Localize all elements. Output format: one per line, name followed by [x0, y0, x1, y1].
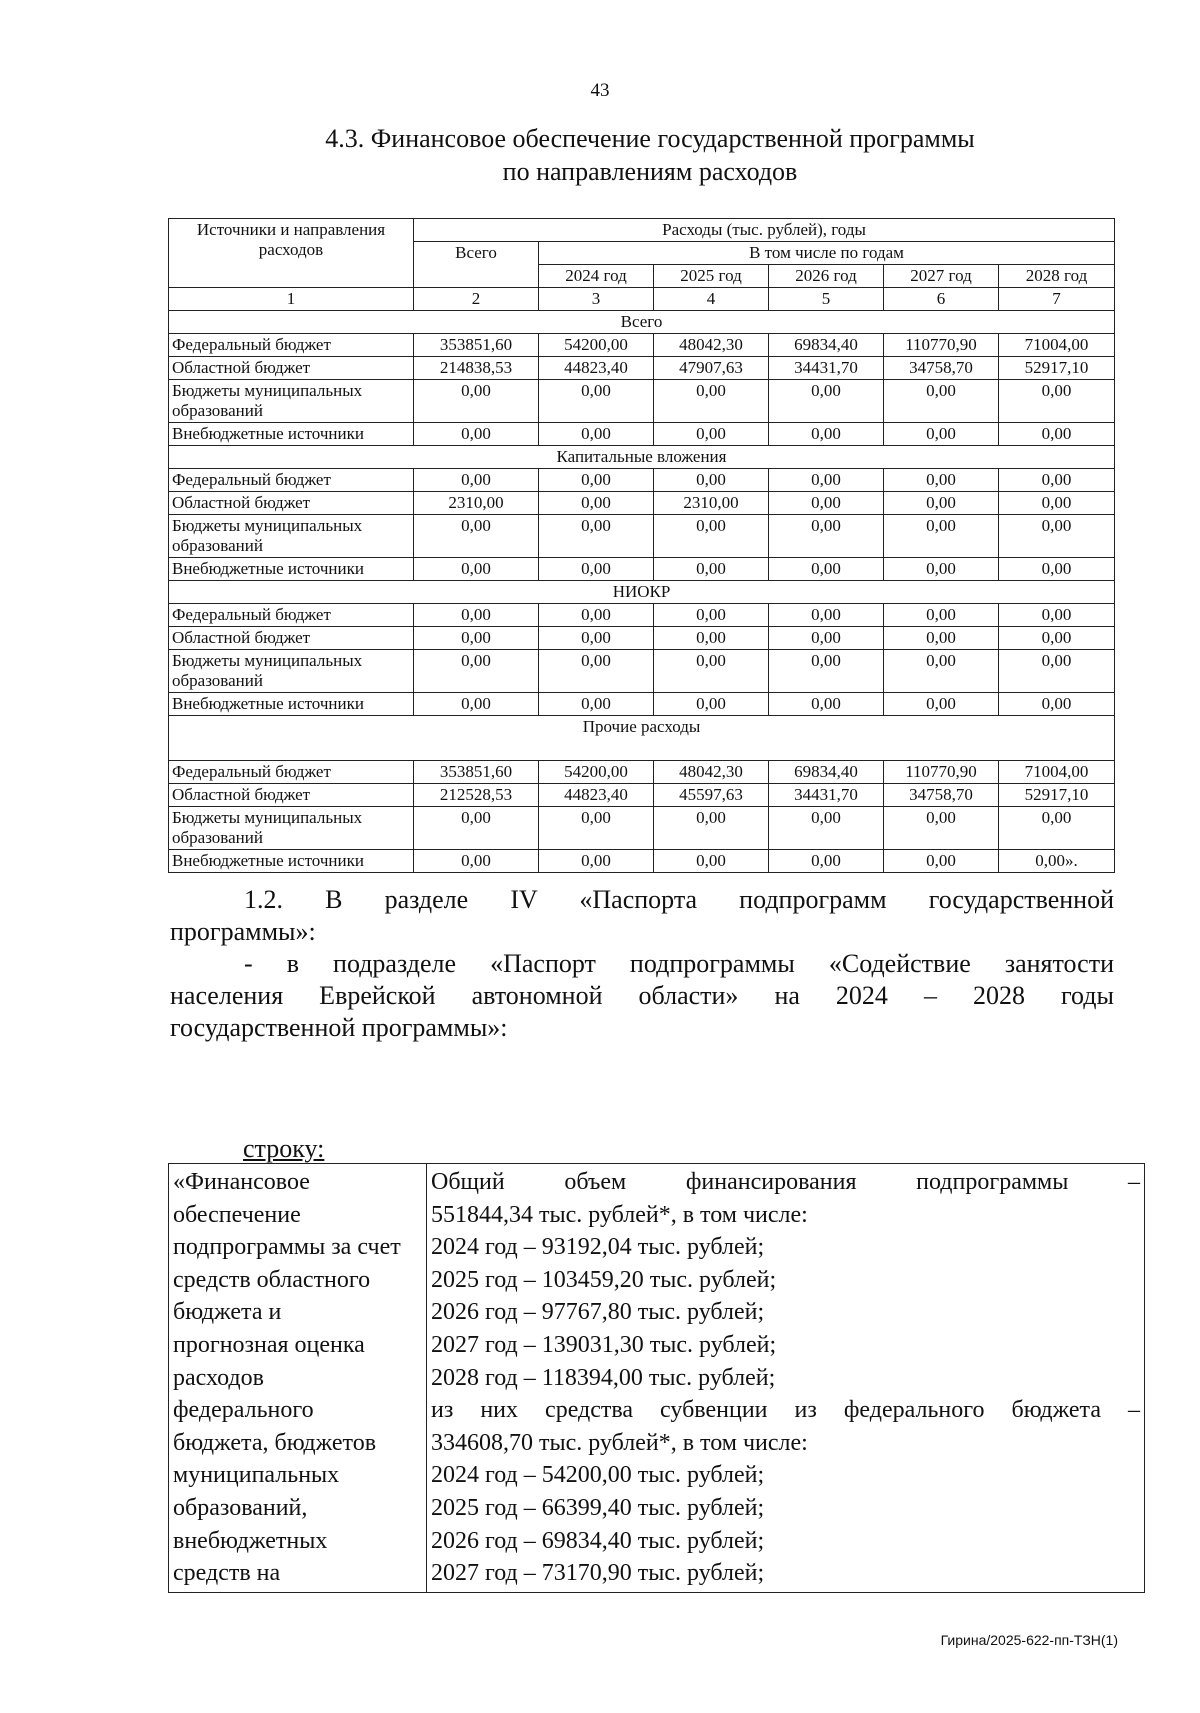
cell-value: 0,00	[539, 515, 654, 558]
cell-value: 34431,70	[769, 357, 884, 380]
column-number: 4	[654, 288, 769, 311]
cell-value: 45597,63	[654, 784, 769, 807]
cell-value: 0,00	[884, 515, 999, 558]
section-title: НИОКР	[169, 581, 1115, 604]
column-number: 5	[769, 288, 884, 311]
table-row	[169, 558, 1115, 581]
row-label: Бюджеты муниципальных образований	[169, 380, 414, 423]
cell-value: 0,00	[414, 558, 539, 581]
cell-value: 71004,00	[999, 761, 1115, 784]
cell-value: 54200,00	[539, 761, 654, 784]
cell-value: 212528,53	[414, 784, 539, 807]
cell-value: 0,00	[999, 469, 1115, 492]
header-total: Всего	[414, 242, 539, 288]
passport-right-line: 2027 год – 139031,30 тыс. рублей;	[431, 1331, 777, 1358]
footer-reference: Гирина/2025-622-пп-ТЗН(1)	[940, 1632, 1118, 1648]
section-title: Прочие расходы	[169, 716, 1115, 761]
cell-value: 0,00	[539, 604, 654, 627]
cell-value: 0,00	[769, 492, 884, 515]
table-row	[169, 761, 1115, 784]
column-number: 6	[884, 288, 999, 311]
header-sources: Источники и направления расходов	[169, 219, 414, 288]
row-label: Областной бюджет	[169, 492, 414, 515]
cell-value: 48042,30	[654, 334, 769, 357]
cell-value: 48042,30	[654, 761, 769, 784]
table-row	[169, 627, 1115, 650]
passport-left-line: прогнозная оценка	[173, 1331, 365, 1358]
cell-value: 0,00	[414, 650, 539, 693]
header-year: 2028 год	[999, 265, 1115, 288]
cell-value: 0,00	[884, 469, 999, 492]
cell-value: 0,00	[769, 693, 884, 716]
passport-right-cell	[427, 1164, 1145, 1593]
cell-value: 44823,40	[539, 784, 654, 807]
passport-left-line: образований,	[173, 1494, 308, 1521]
row-label: Федеральный бюджет	[169, 334, 414, 357]
paragraph-line: программы»:	[170, 917, 316, 946]
cell-value: 0,00	[654, 423, 769, 446]
passport-left-line: средств областного	[173, 1266, 371, 1293]
paragraph-line: государственной программы»:	[170, 1013, 508, 1042]
passport-right-line: из них средства субвенции из федерального бюджета –	[431, 1397, 1140, 1424]
section-title: Всего	[169, 311, 1115, 334]
passport-right-line: 2027 год – 73170,90 тыс. рублей;	[431, 1560, 765, 1587]
passport-left-line: муниципальных	[173, 1462, 340, 1489]
cell-value: 54200,00	[539, 334, 654, 357]
passport-left-cell	[169, 1164, 427, 1593]
section-header-row	[169, 716, 1115, 761]
cell-value: 0,00	[539, 807, 654, 850]
column-number: 2	[414, 288, 539, 311]
paragraph-line: - в подразделе «Паспорт подпрограммы «Содействие занятости	[244, 949, 1114, 978]
cell-value: 0,00	[414, 627, 539, 650]
cell-value: 0,00	[654, 558, 769, 581]
cell-value: 0,00	[654, 627, 769, 650]
cell-value: 0,00	[884, 627, 999, 650]
cell-value: 0,00	[654, 604, 769, 627]
section-header-row	[169, 581, 1115, 604]
cell-value: 0,00	[769, 807, 884, 850]
header-year: 2026 год	[769, 265, 884, 288]
cell-value: 0,00	[654, 469, 769, 492]
passport-right-line: 2025 год – 66399,40 тыс. рублей;	[431, 1494, 765, 1521]
table-row	[169, 807, 1115, 850]
financing-table-body	[169, 311, 1115, 873]
row-label: Бюджеты муниципальных образований	[169, 515, 414, 558]
passport-right-line: 334608,70 тыс. рублей*, в том числе:	[431, 1429, 808, 1456]
paragraph-line: 1.2. В разделе IV «Паспорта подпрограмм государственной	[244, 885, 1114, 914]
passport-table	[168, 1163, 1145, 1593]
paragraph-section-iv	[170, 884, 1114, 948]
passport-right-line: 2026 год – 97767,80 тыс. рублей;	[431, 1299, 765, 1326]
passport-right-line: 551844,34 тыс. рублей*, в том числе:	[431, 1201, 808, 1228]
section-title-line: 4.3. Финансовое обеспечение государственной программы	[325, 124, 975, 153]
cell-value: 0,00	[414, 807, 539, 850]
cell-value: 0,00	[884, 693, 999, 716]
section-title: Капитальные вложения	[169, 446, 1115, 469]
header-year: 2024 год	[539, 265, 654, 288]
table-row	[169, 380, 1115, 423]
cell-value: 0,00	[539, 492, 654, 515]
cell-value: 0,00	[539, 627, 654, 650]
passport-right-line: 2024 год – 54200,00 тыс. рублей;	[431, 1462, 765, 1489]
passport-left-line: бюджета, бюджетов	[173, 1429, 377, 1456]
cell-value: 0,00	[769, 380, 884, 423]
cell-value: 71004,00	[999, 334, 1115, 357]
passport-left-line: средств на	[173, 1560, 281, 1587]
cell-value: 0,00	[884, 558, 999, 581]
cell-value: 0,00».	[999, 850, 1115, 873]
row-label: Бюджеты муниципальных образований	[169, 650, 414, 693]
cell-value: 2310,00	[414, 492, 539, 515]
cell-value: 0,00	[999, 807, 1115, 850]
row-label: строку:	[243, 1134, 325, 1163]
cell-value: 0,00	[884, 423, 999, 446]
cell-value: 0,00	[539, 558, 654, 581]
passport-left-line: обеспечение	[173, 1201, 301, 1228]
row-label: Федеральный бюджет	[169, 604, 414, 627]
passport-left-line: федерального	[173, 1397, 314, 1424]
cell-value: 69834,40	[769, 334, 884, 357]
cell-value: 0,00	[539, 380, 654, 423]
cell-value: 0,00	[999, 492, 1115, 515]
row-label: Бюджеты муниципальных образований	[169, 807, 414, 850]
passport-right-line: 2025 год – 103459,20 тыс. рублей;	[431, 1266, 777, 1293]
cell-value: 52917,10	[999, 784, 1115, 807]
cell-value: 0,00	[414, 850, 539, 873]
section-title-line: по направлениям расходов	[502, 157, 798, 186]
cell-value: 0,00	[769, 469, 884, 492]
cell-value: 0,00	[539, 469, 654, 492]
cell-value: 0,00	[884, 380, 999, 423]
table-row	[169, 693, 1115, 716]
cell-value: 110770,90	[884, 334, 999, 357]
table-row	[169, 357, 1115, 380]
cell-value: 0,00	[999, 380, 1115, 423]
cell-value: 69834,40	[769, 761, 884, 784]
header-expenses: Расходы (тыс. рублей), годы	[414, 219, 1115, 242]
table-row	[169, 492, 1115, 515]
paragraph-line: населения Еврейской автономной области» на 2024 – 2028 годы	[170, 981, 1114, 1010]
cell-value: 0,00	[654, 515, 769, 558]
row-label: Областной бюджет	[169, 357, 414, 380]
cell-value: 0,00	[414, 693, 539, 716]
cell-value: 0,00	[654, 693, 769, 716]
cell-value: 0,00	[414, 515, 539, 558]
passport-right-line: 2026 год – 69834,40 тыс. рублей;	[431, 1527, 765, 1554]
cell-value: 353851,60	[414, 761, 539, 784]
cell-value: 0,00	[654, 650, 769, 693]
cell-value: 214838,53	[414, 357, 539, 380]
passport-left-line: бюджета и	[173, 1299, 282, 1326]
passport-left-line: внебюджетных	[173, 1527, 328, 1554]
row-label: Областной бюджет	[169, 627, 414, 650]
passport-right-line: 2028 год – 118394,00 тыс. рублей;	[431, 1364, 776, 1391]
row-label: Внебюджетные источники	[169, 850, 414, 873]
cell-value: 34431,70	[769, 784, 884, 807]
table-row	[169, 650, 1115, 693]
cell-value: 353851,60	[414, 334, 539, 357]
passport-right-line: Общий объем финансирования подпрограммы –	[431, 1169, 1140, 1195]
column-number: 3	[539, 288, 654, 311]
table-row	[169, 423, 1115, 446]
cell-value: 44823,40	[539, 357, 654, 380]
cell-value: 0,00	[414, 469, 539, 492]
passport-left-line: расходов	[173, 1364, 264, 1391]
row-label: Внебюджетные источники	[169, 423, 414, 446]
section-header-row	[169, 311, 1115, 334]
cell-value: 0,00	[999, 604, 1115, 627]
cell-value: 0,00	[769, 850, 884, 873]
cell-value: 52917,10	[999, 357, 1115, 380]
cell-value: 0,00	[884, 492, 999, 515]
passport-right-line: 2024 год – 93192,04 тыс. рублей;	[431, 1234, 765, 1261]
header-year: 2027 год	[884, 265, 999, 288]
cell-value: 34758,70	[884, 784, 999, 807]
table-row	[169, 469, 1115, 492]
cell-value: 0,00	[539, 650, 654, 693]
cell-value: 0,00	[884, 850, 999, 873]
cell-value: 0,00	[539, 850, 654, 873]
cell-value: 0,00	[999, 558, 1115, 581]
column-number: 7	[999, 288, 1115, 311]
row-label: Федеральный бюджет	[169, 761, 414, 784]
cell-value: 0,00	[654, 807, 769, 850]
cell-value: 0,00	[769, 515, 884, 558]
passport-left-line: «Финансовое	[173, 1169, 310, 1195]
cell-value: 34758,70	[884, 357, 999, 380]
page-number: 43	[590, 80, 610, 101]
table-row	[169, 850, 1115, 873]
cell-value: 110770,90	[884, 761, 999, 784]
cell-value: 47907,63	[654, 357, 769, 380]
financing-table	[168, 218, 1115, 873]
cell-value: 0,00	[769, 627, 884, 650]
cell-value: 0,00	[999, 627, 1115, 650]
cell-value: 0,00	[999, 423, 1115, 446]
cell-value: 0,00	[769, 423, 884, 446]
table-row	[169, 515, 1115, 558]
cell-value: 0,00	[539, 423, 654, 446]
cell-value: 0,00	[654, 850, 769, 873]
cell-value: 0,00	[769, 650, 884, 693]
cell-value: 0,00	[999, 515, 1115, 558]
cell-value: 0,00	[769, 604, 884, 627]
table-row	[169, 604, 1115, 627]
cell-value: 0,00	[999, 693, 1115, 716]
header-by-years: В том числе по годам	[539, 242, 1115, 265]
section-header-row	[169, 446, 1115, 469]
row-label: Внебюджетные источники	[169, 693, 414, 716]
section-title	[200, 122, 1100, 188]
table-row	[169, 784, 1115, 807]
cell-value: 0,00	[414, 604, 539, 627]
row-label: Федеральный бюджет	[169, 469, 414, 492]
cell-value: 0,00	[539, 693, 654, 716]
cell-value: 0,00	[414, 423, 539, 446]
cell-value: 0,00	[884, 807, 999, 850]
cell-value: 0,00	[769, 558, 884, 581]
cell-value: 0,00	[884, 650, 999, 693]
table-row	[169, 334, 1115, 357]
row-label: Внебюджетные источники	[169, 558, 414, 581]
header-year: 2025 год	[654, 265, 769, 288]
row-label: Областной бюджет	[169, 784, 414, 807]
cell-value: 2310,00	[654, 492, 769, 515]
cell-value: 0,00	[999, 650, 1115, 693]
passport-left-line: подпрограммы за счет	[173, 1234, 401, 1261]
cell-value: 0,00	[654, 380, 769, 423]
column-number: 1	[169, 288, 414, 311]
paragraph-subsection	[170, 948, 1114, 1044]
cell-value: 0,00	[884, 604, 999, 627]
cell-value: 0,00	[414, 380, 539, 423]
